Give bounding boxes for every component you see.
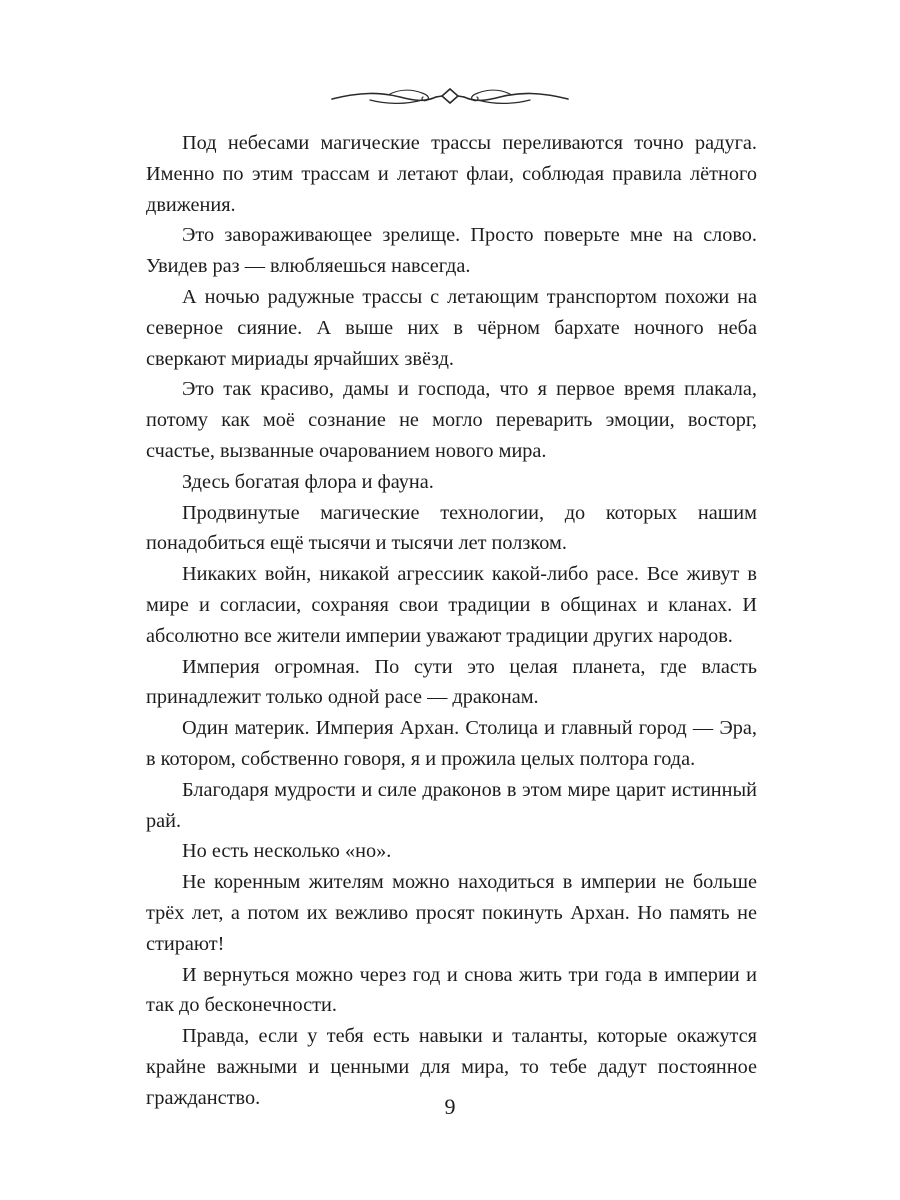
body-text (146, 128, 757, 1114)
paragraph: Один материк. Империя Архан. Столица и главный город — Эра, в котором, собственно говоря, я и прожила целых полтора года. (146, 717, 757, 770)
flourish-divider-icon (330, 80, 570, 110)
paragraph: Никаких войн, никакой агрессиик какой-либо расе. Все живут в мире и согласии, сохраняя свои традиции в общинах и кланах. И абсолютно все жители империи уважают традиции других народов. (146, 563, 757, 647)
paragraph: И вернуться можно через год и снова жить три года в империи и так до бесконечности. (146, 963, 757, 1017)
paragraph: Это завораживающее зрелище. Просто поверьте мне на слово. Увидев раз — влюбляешься навсегда. (146, 224, 757, 278)
paragraph: Продвинутые магические технологии, до которых нашим понадобиться ещё тысячи и тысячи лет ползком. (146, 501, 757, 555)
paragraph: Империя огромная. По сути это целая планета, где власть принадлежит только одной расе — драконам. (146, 655, 757, 709)
paragraph: Правда, если у тебя есть навыки и таланты, которые окажутся крайне важными и ценными для мира, то тебе дадут постоянное гражданство. (146, 1025, 757, 1109)
paragraph: Здесь богатая флора и фауна. (182, 470, 434, 493)
paragraph: Благодаря мудрости и силе драконов в этом мире царит истинный рай. (146, 778, 757, 832)
paragraph: Но есть несколько «но». (182, 840, 392, 863)
page-number: 9 (444, 1094, 456, 1119)
paragraph: Под небесами магические трассы переливаются точно радуга. Именно по этим трассам и летают флаи, соблюдая правила лётного движения. (146, 132, 757, 216)
paragraph: Это так красиво, дамы и господа, что я первое время плакала, потому как моё сознание не могло переварить эмоции, восторг, счастье, вызванные очарованием нового мира. (146, 378, 757, 462)
paragraph: Не коренным жителям можно находиться в империи не больше трёх лет, а потом их вежливо просят покинуть Архан. Но память не стирают! (146, 871, 757, 955)
paragraph: А ночью радужные трассы с летающим транспортом похожи на северное сияние. А выше них в чёрном бархате ночного неба сверкают мириады ярчайших звёзд. (146, 285, 757, 370)
